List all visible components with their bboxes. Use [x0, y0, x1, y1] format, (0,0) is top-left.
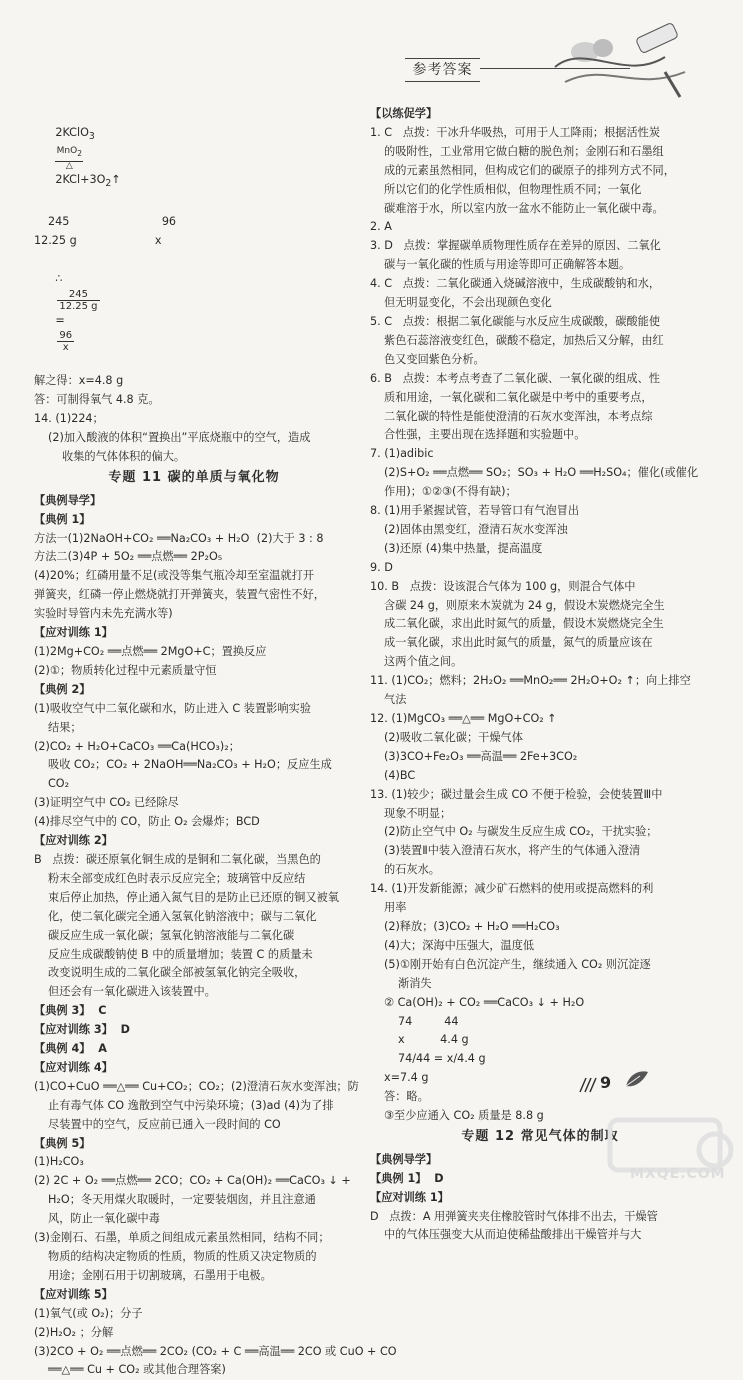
- eq-lhs-sub: 3: [88, 131, 95, 143]
- text-line: 1. C 点拨：干冰升华吸热，可用于人工降雨；根据活性炭: [370, 125, 661, 139]
- fraction-denominator: x: [62, 342, 69, 354]
- text-line: 用途；金刚石用于切割玻璃，石墨用于电极。: [48, 1268, 272, 1282]
- watermark-logo-icon: [600, 1110, 740, 1200]
- text-line: H₂O；冬天用煤火取暖时，一定要装烟囱，并且注意通: [48, 1193, 316, 1207]
- text-line: 的石灰水。: [384, 863, 440, 877]
- text-line: 14. (1)开发新能源；减少矿石燃料的使用或提高燃料的利: [370, 882, 654, 896]
- label-heading: 【典例 3】 C: [34, 1004, 107, 1018]
- text-line: 答：略。: [384, 1090, 429, 1104]
- text-line: 作用)；①②③(不得有缺)；: [384, 485, 517, 499]
- watermark-text: MXQE.COM: [630, 1166, 726, 1182]
- label-heading: 【应对训练 2】: [34, 834, 113, 848]
- answer-key-tag: 参考答案: [405, 58, 480, 82]
- section-title: 专题 12 常见气体的制取: [461, 1128, 619, 1144]
- text-line: (2)加入酸液的体积“置换出”平底烧瓶中的空气，造成: [48, 431, 311, 445]
- text-line: 74 44: [398, 1014, 459, 1028]
- text-line: (4)排尽空气中的 CO，防止 O₂ 会爆炸；BCD: [34, 815, 260, 829]
- text-line: (5)①刚开始有白色沉淀产生，继续通入 CO₂ 则沉淀逐: [384, 957, 651, 971]
- label-heading: 【典例 5】: [34, 1136, 91, 1150]
- text-line: (2)释放；(3)CO₂ + H₂O ══H₂CO₃: [384, 919, 560, 933]
- text-line: ══△══ Cu + CO₂ 或其他合理答案): [48, 1363, 226, 1377]
- text-line: 气法: [384, 693, 407, 707]
- text-line: 6. B 点拨：本考点考查了二氧化碳、一氧化碳的组成、性: [370, 371, 660, 385]
- text-line: 渐消失: [398, 976, 432, 990]
- text-line: 碳难溶于水，所以室内放一盆水不能防止一氧化碳中毒。: [384, 201, 664, 215]
- label-heading: 【典例 4】 A: [34, 1042, 107, 1056]
- text-line: 所以它们的化学性质相似，但物理性质不同；一氧化: [384, 182, 642, 196]
- text-line: 束后停止加热，停止通入氮气目的是防止已还原的铜又被氧: [48, 890, 339, 904]
- text-line: (4)大；深海中压强大，温度低: [384, 938, 535, 952]
- text-line: CO₂: [48, 777, 70, 791]
- text-line: ② Ca(OH)₂ + CO₂ ══CaCO₃ ↓ + H₂O: [384, 995, 585, 1009]
- text-line: (4)BC: [384, 768, 416, 782]
- fraction-denominator: 12.25 g: [59, 300, 98, 312]
- text-line: (1)2Mg+CO₂ ══点燃══ 2MgO+C；置换反应: [34, 645, 267, 659]
- section-title: 专题 11 碳的单质与氧化物: [108, 469, 280, 485]
- page-number-stripes-icon: [578, 1078, 596, 1092]
- text-line: 反应生成碳酸钠使 B 中的质量增加；装置 C 的质量未: [48, 947, 313, 961]
- header-rule: [480, 68, 630, 69]
- text-line: B 点拨：碳还原氧化铜生成的是铜和二氧化碳，当黑色的: [34, 852, 321, 866]
- text-line: 弹簧夹，红磷一停止燃烧就打开弹簧夹，装置气密性不好，: [34, 588, 325, 602]
- eq-catalyst-sub: 2: [77, 148, 83, 158]
- text-line: 二氧化碳的特性是能使澄清的石灰水变浑浊，本考点综: [384, 409, 653, 423]
- text-line: 实验时导管内未先充满水等): [34, 607, 173, 621]
- text-line: 74/44 = x/4.4 g: [398, 1052, 486, 1066]
- text-line: 12.25 g x: [34, 233, 162, 247]
- text-line: 方法二(3)4P + 5O₂ ══点燃══ 2P₂O₅: [34, 550, 223, 564]
- text-line: 粉末全部变成红色时表示反应完全；玻璃管中反应结: [48, 871, 306, 885]
- eq-rhs-sub: 2: [105, 178, 112, 190]
- text-line: 改变说明生成的二氧化碳全部被氢氧化钠完全吸收，: [48, 966, 306, 980]
- text-line: 12. (1)MgCO₃ ══△══ MgO+CO₂ ↑: [370, 712, 557, 725]
- text-line: 吸收 CO₂；CO₂ + 2NaOH══Na₂CO₃ + H₂O；反应生成: [48, 758, 332, 772]
- text-line: (2) 2C + O₂ ══点燃══ 2CO；CO₂ + Ca(OH)₂ ══CaCO₃ ↓ +: [34, 1174, 351, 1188]
- text-line: 14. (1)224；: [34, 412, 104, 426]
- text-line: 但还会有一氧化碳进入该装置中。: [48, 985, 216, 999]
- therefore-sign: ∴: [55, 271, 63, 285]
- text-line: 物质的结构决定物质的性质，物质的性质又决定物质的: [48, 1250, 317, 1264]
- label-heading: 【应对训练 1】: [34, 626, 113, 640]
- label-heading: 【典例导学】: [370, 1152, 438, 1166]
- text-line: 9. D: [370, 560, 393, 574]
- fraction-line: [34, 251, 354, 373]
- text-line: ③至少应通入 CO₂ 质量是 8.8 g: [384, 1109, 544, 1123]
- text-line: (1)吸收空气中二氧化碳和水，防止进入 C 装置影响实验: [34, 701, 311, 715]
- leaf-icon: [624, 1068, 650, 1090]
- text-line: (2)吸收二氧化碳；干燥气体: [384, 730, 523, 744]
- text-line: 紫色石蕊溶液变红色，碳酸不稳定，加热后又分解，由红: [384, 333, 664, 347]
- text-line: x 4.4 g: [398, 1033, 469, 1047]
- text-line: (1)H₂CO₃: [34, 1155, 84, 1169]
- text-line: 尽装置中的空气，反应前已通入一段时间的 CO: [48, 1117, 281, 1131]
- eq-decomposition: [34, 105, 354, 213]
- gas-arrow-icon: ↑: [111, 172, 121, 186]
- text-line: 13. (1)较少；碳过量会生成 CO 不便于检验，会使装置Ⅲ中: [370, 787, 663, 801]
- eq-lhs: 2KClO: [55, 125, 89, 139]
- text-line: 用率: [384, 901, 407, 915]
- text-line: 成的元素虽然相同，但构成它们的碳原子的排列方式不同，: [384, 163, 675, 177]
- text-line: 成一氧化碳，求出此时氮气的质量，氮气的质量应该在: [384, 636, 653, 650]
- text-line: 含碳 24 g，则原来木炭就为 24 g，假设木炭燃烧完全生: [384, 598, 665, 612]
- text-line: 现象不明显；: [384, 806, 452, 820]
- text-line: 7. (1)adibic: [370, 447, 434, 461]
- text-line: 5. C 点拨：根据二氧化碳能与水反应生成碳酸，碳酸能使: [370, 314, 661, 328]
- text-line: 但无明显变化，不会出现颜色变化: [384, 296, 552, 310]
- text-line: (1)氧气(或 O₂)；分子: [34, 1306, 143, 1320]
- text-line: 的吸附性，工业常用它做白糖的脱色剂；金刚石和石墨组: [384, 144, 664, 158]
- text-line: 答：可制得氧气 4.8 克。: [34, 393, 160, 407]
- text-line: 化，使二氧化碳完全通入氢氧化钠溶液中；碳与二氧化: [48, 909, 317, 923]
- text-line: 10. B 点拨：设该混合气体为 100 g，则混合气体中: [370, 579, 636, 593]
- text-line: x=7.4 g: [384, 1071, 429, 1085]
- text-line: 碳反应生成一氧化碳；氢氧化钠溶液能与二氧化碳: [48, 928, 295, 942]
- text-line: (2)固体由黑变红，澄清石灰水变浑浊: [384, 522, 568, 536]
- text-line: 质和用途，一氧化碳和二氧化碳是中考中的重要考点，: [384, 390, 653, 404]
- right-column: [370, 105, 710, 1245]
- text-line: 合性强，主要出现在选择题和实验题中。: [384, 428, 586, 442]
- eq-catalyst: MnO: [56, 146, 78, 157]
- label-heading: 【典例 1】: [34, 512, 91, 526]
- text-line: 中的气体压强变大从而迫使稀盐酸排出干燥管并与大: [384, 1228, 642, 1242]
- label-heading: 【应对训练 1】: [370, 1190, 449, 1204]
- text-line: D 点拨：A 用弹簧夹夹住橡胶管时气体排不出去，干燥管: [370, 1209, 658, 1223]
- text-line: (4)20%；红磷用量不足(或没等集气瓶冷却至室温就打开: [34, 569, 315, 583]
- text-line: (2)S+O₂ ══点燃══ SO₂；SO₃ + H₂O ══H₂SO₄；催化(或催化: [384, 466, 699, 480]
- text-line: (3)证明空气中 CO₂ 已经除尽: [34, 796, 179, 810]
- text-line: 方法一(1)2NaOH+CO₂ ══Na₂CO₃ + H₂O (2)大于 3 : 8: [34, 531, 324, 545]
- text-line: (3)3CO+Fe₂O₃ ══高温══ 2Fe+3CO₂: [384, 749, 578, 763]
- eq-heat: △: [65, 160, 73, 171]
- label-heading: 【典例 2】: [34, 682, 91, 696]
- text-line: (3)装置Ⅱ中装入澄清石灰水，将产生的气体通入澄清: [384, 844, 641, 858]
- eq-rhs: 2KCl+3O: [55, 172, 106, 186]
- eq-condition: [55, 147, 83, 171]
- text-line: (2)防止空气中 O₂ 与碳发生反应生成 CO₂，干扰实验；: [384, 825, 658, 839]
- fraction-numerator: 96: [59, 330, 73, 342]
- text-line: 11. (1)CO₂；燃料；2H₂O₂ ══MnO₂══ 2H₂O+O₂ ↑；向上排空: [370, 674, 691, 688]
- fraction-left: [57, 289, 99, 312]
- fraction-right: [57, 330, 74, 353]
- text-line: 风，防止一氧化碳中毒: [48, 1212, 160, 1226]
- text-line: 解之得：x=4.8 g: [34, 374, 124, 388]
- label-heading: 【应对训练 4】: [34, 1060, 113, 1074]
- text-line: (1)CO+CuO ══△══ Cu+CO₂；CO₂；(2)澄清石灰水变浑浊；防: [34, 1079, 359, 1093]
- text-line: (2)CO₂ + H₂O+CaCO₃ ══Ca(HCO₃)₂；: [34, 739, 240, 753]
- text-line: 止有毒气体 CO 逸散到空气中污染环境；(3)ad (4)为了排: [48, 1098, 334, 1112]
- text-line: (3)还原 (4)集中热量，提高温度: [384, 541, 543, 555]
- text-line: 2. A: [370, 220, 392, 234]
- label-heading: 【应对训练 3】 D: [34, 1023, 130, 1037]
- text-line: 成二氧化碳，求出此时氮气的质量，假设木炭燃烧完全生: [384, 617, 664, 631]
- label-heading: 【典例导学】: [34, 493, 102, 507]
- text-line: 色又变回紫色分析。: [384, 352, 485, 366]
- text-line: 8. (1)用手紧握试管，若导管口有气泡冒出: [370, 504, 580, 518]
- text-line: 收集的气体体积的偏大。: [62, 449, 186, 463]
- text-line: 4. C 点拨：二氧化碳通入烧碱溶液中，生成碳酸钠和水，: [370, 277, 661, 291]
- text-line: (3)金刚石、石墨，单质之间组成元素虽然相同，结构不同；: [34, 1231, 330, 1245]
- text-line: (2)H₂O₂ ；分解: [34, 1325, 114, 1339]
- fraction-numerator: 245: [57, 289, 99, 301]
- equals-sign: =: [55, 313, 65, 327]
- label-heading: 【以练促学】: [370, 107, 438, 120]
- text-line: (3)2CO + O₂ ══点燃══ 2CO₂ (CO₂ + C ══高温══ 2CO 或 CuO + CO: [34, 1344, 397, 1358]
- label-heading: 【应对训练 5】: [34, 1287, 113, 1301]
- label-heading: 【典例 1】 D: [370, 1171, 444, 1185]
- page-number: 9: [600, 1073, 612, 1092]
- text-line: 碳与一氧化碳的性质与用途等即可正确解答本题。: [384, 258, 631, 272]
- text-line: 这两个值之间。: [384, 655, 463, 669]
- text-line: 结果；: [48, 720, 82, 734]
- text-line: (2)①；物质转化过程中元素质量守恒: [34, 663, 217, 677]
- text-line: 3. D 点拨：掌握碳单质物理性质存在差异的原因、二氧化: [370, 239, 661, 253]
- header-decoration-icon: [545, 22, 695, 102]
- text-line: 245 96: [48, 214, 177, 228]
